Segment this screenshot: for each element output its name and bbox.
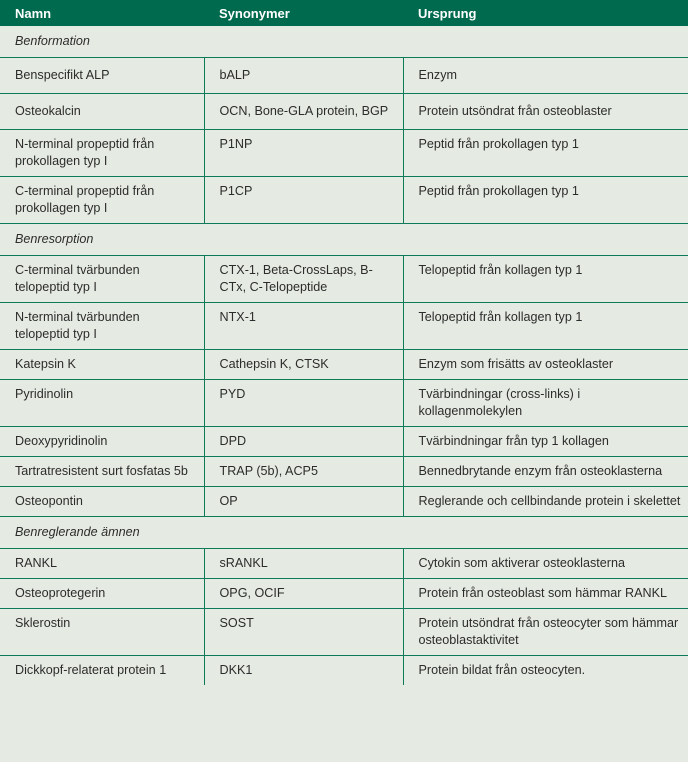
- cell-origin: Protein bildat från osteocyten.: [403, 656, 688, 686]
- cell-synonyms: Cathepsin K, CTSK: [204, 350, 403, 380]
- cell-name: Pyridinolin: [0, 380, 204, 427]
- table-row: [0, 549, 688, 579]
- cell-name: Deoxypyridinolin: [0, 427, 204, 457]
- cell-origin: Protein från osteoblast som hämmar RANKL: [403, 579, 688, 609]
- table-row: [0, 256, 688, 303]
- cell-synonyms: bALP: [204, 58, 403, 94]
- cell-origin: Protein utsöndrat från osteoblaster: [403, 94, 688, 130]
- table-row: [0, 487, 688, 517]
- section-row: [0, 224, 688, 256]
- cell-origin: Peptid från prokollagen typ 1: [403, 130, 688, 177]
- cell-synonyms: OP: [204, 487, 403, 517]
- cell-synonyms: P1NP: [204, 130, 403, 177]
- cell-origin: Reglerande och cellbindande protein i skelettet: [403, 487, 688, 517]
- table-row: [0, 579, 688, 609]
- header-ursprung: Ursprung: [403, 0, 688, 26]
- cell-origin: Enzym: [403, 58, 688, 94]
- header-row: [0, 0, 688, 26]
- cell-name: Tartratresistent surt fosfatas 5b: [0, 457, 204, 487]
- cell-origin: Peptid från prokollagen typ 1: [403, 177, 688, 224]
- cell-name: N-terminal propeptid från prokollagen typ I: [0, 130, 204, 177]
- cell-synonyms: SOST: [204, 609, 403, 656]
- cell-name: C-terminal propeptid från prokollagen typ I: [0, 177, 204, 224]
- cell-synonyms: CTX-1, Beta-CrossLaps, B-CTx, C-Telopeptide: [204, 256, 403, 303]
- section-row: [0, 517, 688, 549]
- cell-name: Dickkopf-relaterat protein 1: [0, 656, 204, 686]
- cell-origin: Bennedbrytande enzym från osteoklasterna: [403, 457, 688, 487]
- cell-origin: Tvärbindningar från typ 1 kollagen: [403, 427, 688, 457]
- table-row: [0, 130, 688, 177]
- section-row: [0, 26, 688, 58]
- cell-name: Sklerostin: [0, 609, 204, 656]
- cell-name: Osteoprotegerin: [0, 579, 204, 609]
- cell-synonyms: DPD: [204, 427, 403, 457]
- cell-name: Osteopontin: [0, 487, 204, 517]
- cell-name: N-terminal tvärbunden telopeptid typ I: [0, 303, 204, 350]
- table-row: [0, 58, 688, 94]
- cell-origin: Enzym som frisätts av osteoklaster: [403, 350, 688, 380]
- cell-origin: Protein utsöndrat från osteocyter som hämmar osteoblastaktivitet: [403, 609, 688, 656]
- cell-origin: Telopeptid från kollagen typ 1: [403, 256, 688, 303]
- header-synonymer: Synonymer: [204, 0, 403, 26]
- cell-synonyms: OCN, Bone-GLA protein, BGP: [204, 94, 403, 130]
- table-row: [0, 177, 688, 224]
- cell-synonyms: DKK1: [204, 656, 403, 686]
- table-row: [0, 427, 688, 457]
- cell-name: Benspecifikt ALP: [0, 58, 204, 94]
- table-row: [0, 656, 688, 686]
- cell-name: Osteokalcin: [0, 94, 204, 130]
- cell-synonyms: P1CP: [204, 177, 403, 224]
- table-row: [0, 350, 688, 380]
- cell-origin: Tvärbindningar (cross-links) i kollagenmolekylen: [403, 380, 688, 427]
- cell-synonyms: NTX-1: [204, 303, 403, 350]
- section-title: Benreglerande ämnen: [0, 517, 688, 549]
- cell-synonyms: OPG, OCIF: [204, 579, 403, 609]
- table-row: [0, 380, 688, 427]
- cell-name: C-terminal tvärbunden telopeptid typ I: [0, 256, 204, 303]
- table-row: [0, 609, 688, 656]
- cell-origin: Cytokin som aktiverar osteoklasterna: [403, 549, 688, 579]
- cell-name: RANKL: [0, 549, 204, 579]
- cell-synonyms: sRANKL: [204, 549, 403, 579]
- cell-name: Katepsin K: [0, 350, 204, 380]
- table-row: [0, 303, 688, 350]
- section-title: Benresorption: [0, 224, 688, 256]
- cell-synonyms: TRAP (5b), ACP5: [204, 457, 403, 487]
- cell-synonyms: PYD: [204, 380, 403, 427]
- table-row: [0, 94, 688, 130]
- cell-origin: Telopeptid från kollagen typ 1: [403, 303, 688, 350]
- table-row: [0, 457, 688, 487]
- section-title: Benformation: [0, 26, 688, 58]
- header-namn: Namn: [0, 0, 204, 26]
